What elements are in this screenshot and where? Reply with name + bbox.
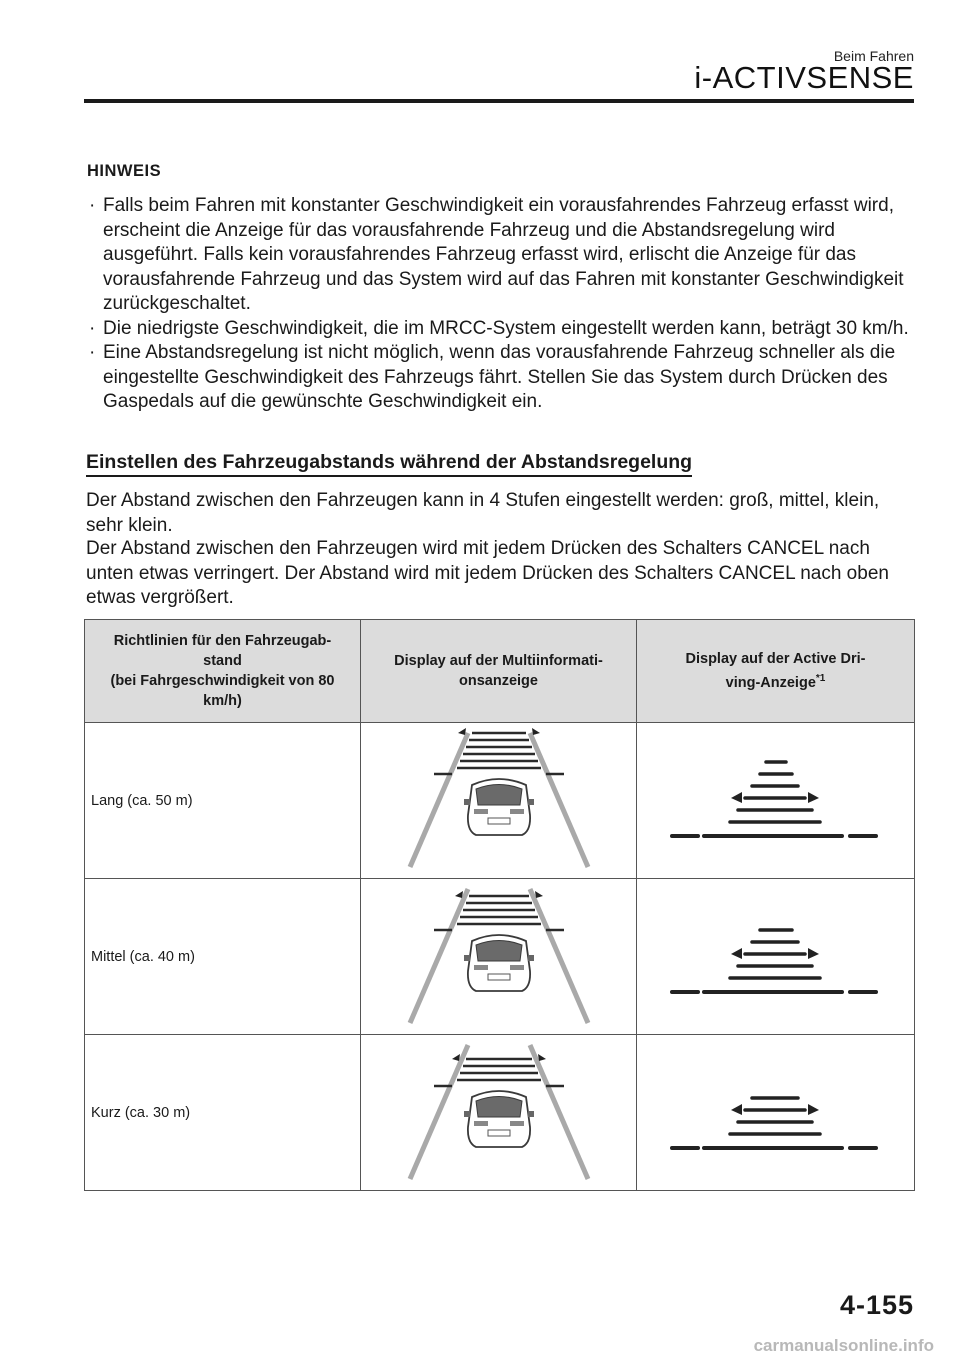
multi-info-display-graphic — [404, 723, 594, 873]
lane-line-right — [530, 889, 588, 1023]
arrow-right-icon — [808, 1104, 819, 1115]
lane-line-left — [410, 889, 468, 1023]
distance-table — [84, 619, 915, 1191]
arrow-right-icon — [538, 1054, 546, 1061]
lane-line-right — [530, 1045, 588, 1179]
paragraph: Der Abstand zwischen den Fahrzeugen kann in 4 Stufen eingestellt werden: groß, mittel, klein, sehr klein. — [86, 490, 880, 536]
active-driving-display-graphic — [666, 904, 886, 1004]
column-header-active-driving: Display auf der Active Dri- ving-Anzeige$^{*1}$ — [637, 620, 915, 723]
table-row — [85, 879, 915, 1035]
active-driving-display-graphic — [666, 748, 886, 848]
arrow-left-icon — [731, 792, 742, 803]
header-section-title: Beim Fahren — [833, 48, 914, 64]
paragraph: Der Abstand zwischen den Fahrzeugen wird mit jedem Drücken des Schalters CANCEL nach unten etwas verringert. Der Abstand wird mit jedem Drücken des Schalters CANCEL nach oben etwas vergrößert. — [86, 538, 889, 608]
distance-label: Mittel (ca. 40 m) — [85, 879, 361, 1035]
active-driving-cell — [637, 879, 915, 1035]
distance-label: Lang (ca. 50 m) — [85, 723, 361, 879]
arrow-right-icon — [535, 891, 543, 898]
distance-label: Kurz (ca. 30 m) — [85, 1035, 361, 1191]
active-driving-display-graphic — [666, 1060, 886, 1160]
car-icon — [464, 1091, 534, 1147]
note-list — [87, 194, 917, 415]
arrow-left-icon — [731, 948, 742, 959]
multi-info-cell — [361, 1035, 637, 1191]
arrow-right-icon — [808, 948, 819, 959]
active-driving-cell — [637, 1035, 915, 1191]
note-item: · Die niedrigste Geschwindigkeit, die im MRCC-System eingestellt werden kann, beträgt 30 km/h. — [87, 317, 917, 342]
note-item: · Falls beim Fahren mit konstanter Geschwindigkeit ein vorausfahrendes Fahrzeug erfasst wird, erscheint die Anzeige für das vorausfahrende Fahrzeug und die Abstandsregelung wird ausgeführt. Falls kein vorausfahrendes Fahrzeug erfasst wird, erlischt die Anzeige für das vorausfahrende Fahrzeug und das System wird auf das Fahren mit konstanter Geschwindigkeit zurückgeschaltet. — [87, 194, 917, 317]
arrow-left-icon — [455, 891, 463, 898]
note-title: HINWEIS — [87, 162, 162, 180]
lane-line-left — [410, 1045, 468, 1179]
arrow-left-icon — [731, 1104, 742, 1115]
header-rule — [84, 99, 914, 103]
lane-line-left — [410, 733, 468, 867]
multi-info-cell — [361, 723, 637, 879]
multi-info-display-graphic — [404, 879, 594, 1029]
arrow-right-icon — [808, 792, 819, 803]
header-chapter-title: i-ACTIVSENSE — [694, 60, 914, 95]
watermark: carmanualsonline.info — [753, 1336, 934, 1355]
active-driving-cell — [637, 723, 915, 879]
lane-line-right — [530, 733, 588, 867]
table-row — [85, 1035, 915, 1191]
car-icon — [464, 779, 534, 835]
column-header-multiinfo: Display auf der Multiinformati- onsanzeige — [361, 620, 637, 723]
page-number: 4-155 — [839, 1290, 914, 1320]
multi-info-cell — [361, 879, 637, 1035]
car-icon — [464, 935, 534, 991]
section-heading: Einstellen des Fahrzeugabstands während der Abstandsregelung — [86, 450, 692, 477]
multi-info-display-graphic — [404, 1035, 594, 1185]
column-header-guideline: Richtlinien für den Fahrzeugab- stand (bei Fahrgeschwindigkeit von 80 km/h) — [85, 620, 361, 723]
arrow-left-icon — [452, 1054, 460, 1061]
arrow-left-icon — [458, 728, 466, 735]
note-item: · Eine Abstandsregelung ist nicht möglich, wenn das vorausfahrende Fahrzeug schneller als die eingestellte Geschwindigkeit des Fahrzeugs fährt. Stellen Sie das System durch Drücken des Gaspedals auf die gewünschte Geschwindigkeit ein. — [87, 341, 917, 415]
arrow-right-icon — [532, 728, 540, 735]
table-row — [85, 723, 915, 879]
